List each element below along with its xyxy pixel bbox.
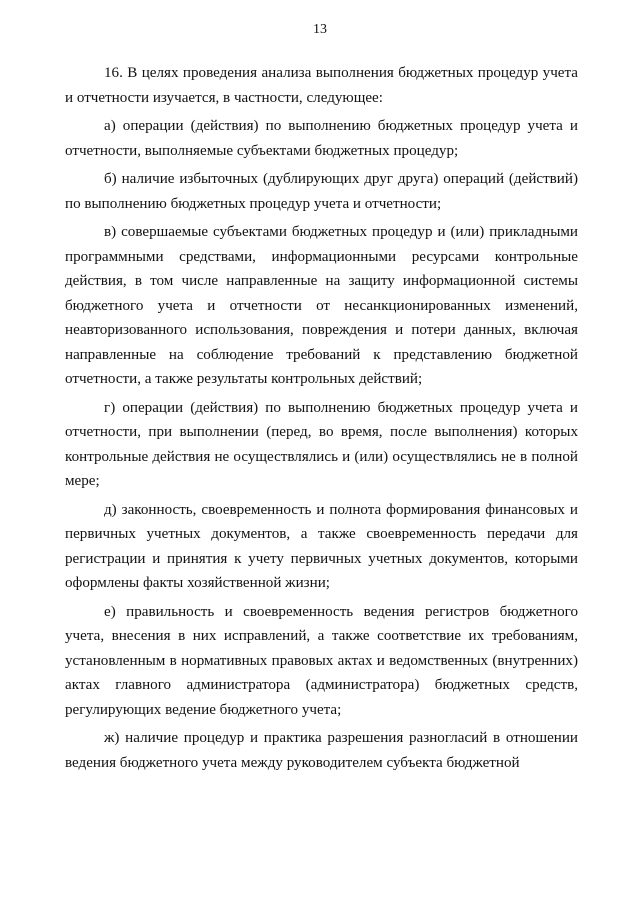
document-body bbox=[65, 61, 578, 775]
paragraph-item-v: в) совершаемые субъектами бюджетных процедур и (или) прикладными программными средствами, информационными ресурсами контрольные действия, в том числе направленные на защиту информационной системы бюджетного учета и отчетности от несанкционированных изменений, неавторизованного использования, повреждения и потери данных, включая направленные на соблюдение требований к представлению бюджетной отчетности, а также результаты контрольных действий; bbox=[65, 224, 578, 387]
page-number: 13 bbox=[313, 22, 327, 37]
paragraph-item-e: е) правильность и своевременность ведения регистров бюджетного учета, внесения в них исправлений, а также соответствие их требованиям, установленным в нормативных правовых актах и ведомственных (внутренних) актах главного администратора (администратора) бюджетных средств, регулирующих ведение бюджетного учета; bbox=[65, 603, 578, 718]
paragraph-item-a: а) операции (действия) по выполнению бюджетных процедур учета и отчетности, выполняемые субъектами бюджетных процедур; bbox=[65, 118, 578, 159]
paragraph-item-d: д) законность, своевременность и полнота формирования финансовых и первичных учетных документов, а также своевременность передачи для регистрации и принятия к учету первичных учетных документов, которыми оформлены факты хозяйственной жизни; bbox=[65, 501, 578, 591]
paragraph-16-intro: 16. В целях проведения анализа выполнения бюджетных процедур учета и отчетности изучается, в частности, следующее: bbox=[65, 65, 578, 106]
paragraph-item-b: б) наличие избыточных (дублирующих друг друга) операций (действий) по выполнению бюджетных процедур учета и отчетности; bbox=[65, 171, 578, 212]
paragraph-item-zh: ж) наличие процедур и практика разрешения разногласий в отношении ведения бюджетного учета между руководителем субъекта бюджетной bbox=[65, 730, 578, 771]
paragraph-item-g: г) операции (действия) по выполнению бюджетных процедур учета и отчетности, при выполнении (перед, во время, после выполнения) которых контрольные действия не осуществлялись и (или) осуществлялись не в полной мере; bbox=[65, 399, 578, 489]
